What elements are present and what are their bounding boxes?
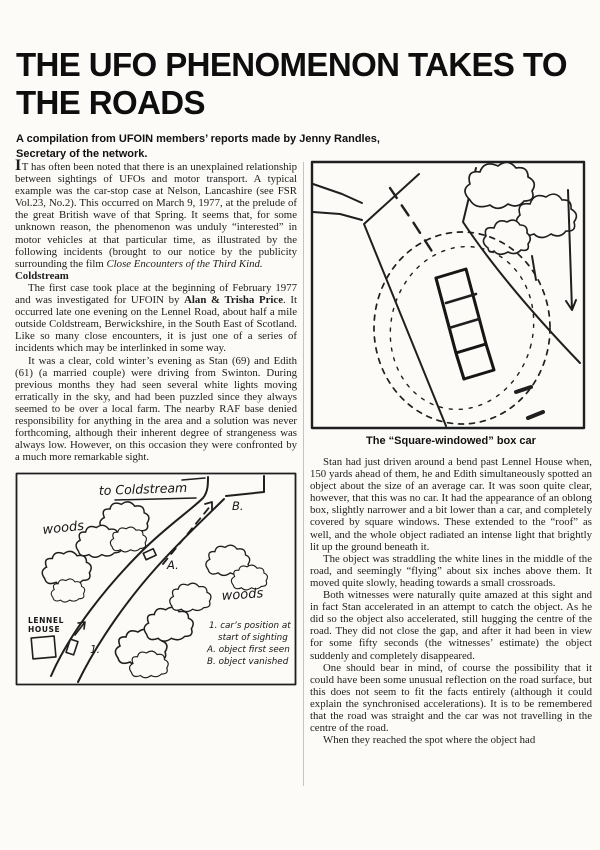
lennel-house-square [31,636,56,659]
illus-boxcar-object [436,269,494,379]
to-coldstream-underline [115,498,196,500]
woods-label-right: woods [221,586,264,605]
page-title-line2: THE ROADS [16,83,205,121]
boxcar-illustration [310,160,586,430]
coldstream-paragraph-2: It was a clear, cold winter’s evening as Stan (69) and Edith (61) (a married couple) were driving from Swinton. During previous months they had seen several white lights moving erratically in the sky, and had been puzzled since they always seemed to be over a local farm. The nearby RAF base denied responsibility for anything in the area and a solution was never forthcoming, although their inherent degree of strangeness was always low. However, on this occasion they were confronted by a much more remarkable sight. [15,354,297,464]
right-column [310,160,592,746]
map-marker-b: B. [232,499,244,514]
map-sketch [15,472,297,686]
illus-centre-line [390,188,435,256]
investigators-names: Alan & Trisha Price [184,294,283,307]
lennel-label-line1: LENNEL [28,616,64,626]
legend-line-2: start of sighting [218,633,288,644]
map-legend [206,621,291,667]
byline-line1: A compilation from UFOIN members’ reports made by Jenny Randles, [16,133,380,146]
map-marker-a: A. [167,558,179,573]
article-columns [15,157,592,747]
map-marker-1: 1. [90,644,101,657]
byline-line2: Secretary of the network. [16,148,148,161]
map-trees-upper-left [42,502,149,602]
illus-side-road [313,184,362,220]
right-paragraph-1: Stan had just driven around a bend past Lennel House when, 150 yards ahead of them, he and Edith simultaneously spotted an object about the size of an average car. It was soon quite clear, however, that this was no car. It had the appearance of an oblong box, slightly narrower and a bit lower than a car, and completely covered by square windows. These extended to the “roof” as well, and the whole object radiated an intense light that brightly lit up the ground beneath it. [310,456,592,553]
legend-line-1: 1. car’s position at [209,621,291,632]
film-title: Close Encounters of the Third Kind. [106,257,263,270]
byline [16,132,588,162]
woods-label-left: woods [41,519,85,539]
right-paragraph-4: One should bear in mind, of course the possibility that it could have been some unusual reflection on the road surface, but this does not seem to fit the facts entirely (although it could explain the synchronised accelerations). It is to be remembered that the road was straight and the car was not travelling in the centre of the road. [310,661,592,735]
boxcar-figure [310,160,592,430]
right-paragraph-5: When they reached the spot where the object had [323,734,536,747]
map-figure [15,472,297,686]
page-title-line1: THE UFO PHENOMENON TAKES TO [16,46,567,83]
illus-road-markings [516,387,543,418]
page-title [16,46,588,121]
map-car-marker [66,622,85,655]
map-object-marker [143,549,156,560]
to-coldstream-label: to Coldstream [98,480,188,499]
lennel-label-line2: HOUSE [28,625,61,635]
map-lennel-house [28,616,64,659]
boxcar-caption: The “Square-windowed” box car [366,435,536,447]
left-column [15,157,297,746]
coldstream-paragraph-1: The first case took place at the beginning of February 1977 and was investigated for UFOIN by Alan & Trisha Price. It occurred late one evening on the Lennel Road, about half a mile outside Coldstream, Berwickshire, in the South East of Scotland. Like so many close encounters, it is just one of a series of incidents which may be interlinked in some way. [15,281,297,355]
drop-initial: I [15,157,22,174]
masthead [16,46,588,162]
legend-line-3: A. object first seen [207,645,290,656]
section-heading-coldstream: Coldstream [15,269,69,282]
intro-paragraph: IT has often been noted that there is an unexplained relationship between sightings of UFOs and motor transport. A typical example was the car-stop case at Nelson, Lancashire (see FSR Vol.23, No.2). This occurred on March 9, 1977, at the prelude of the great British wave of that Spring. It seems that, for some unknown reason, the phenomenon was unduly “interested” in motor vehicles at that particular time, as illustrated by the following incidents (brought to our notice by the publicity surrounding the film Close Encounters of the Third Kind. [15,157,297,270]
right-paragraph-2: The object was straddling the white lines in the middle of the road, and seemingly “flying” about six inches above them. It moved quite slowly, heading towards a small crossroads. [310,552,592,589]
illus-trees [465,162,576,310]
right-paragraph-3: Both witnesses were naturally quite amazed at this sight and in fact Stan accelerated in an attempt to catch the object. As he did so the object also accelerated, still hugging the centre of the road. They did not close the gap, and after it had been in view for some fifty seconds (the witnesses’ estimate) the object suddenly and completely disappeared. [310,589,592,662]
legend-line-4: B. object vanished [207,657,289,668]
